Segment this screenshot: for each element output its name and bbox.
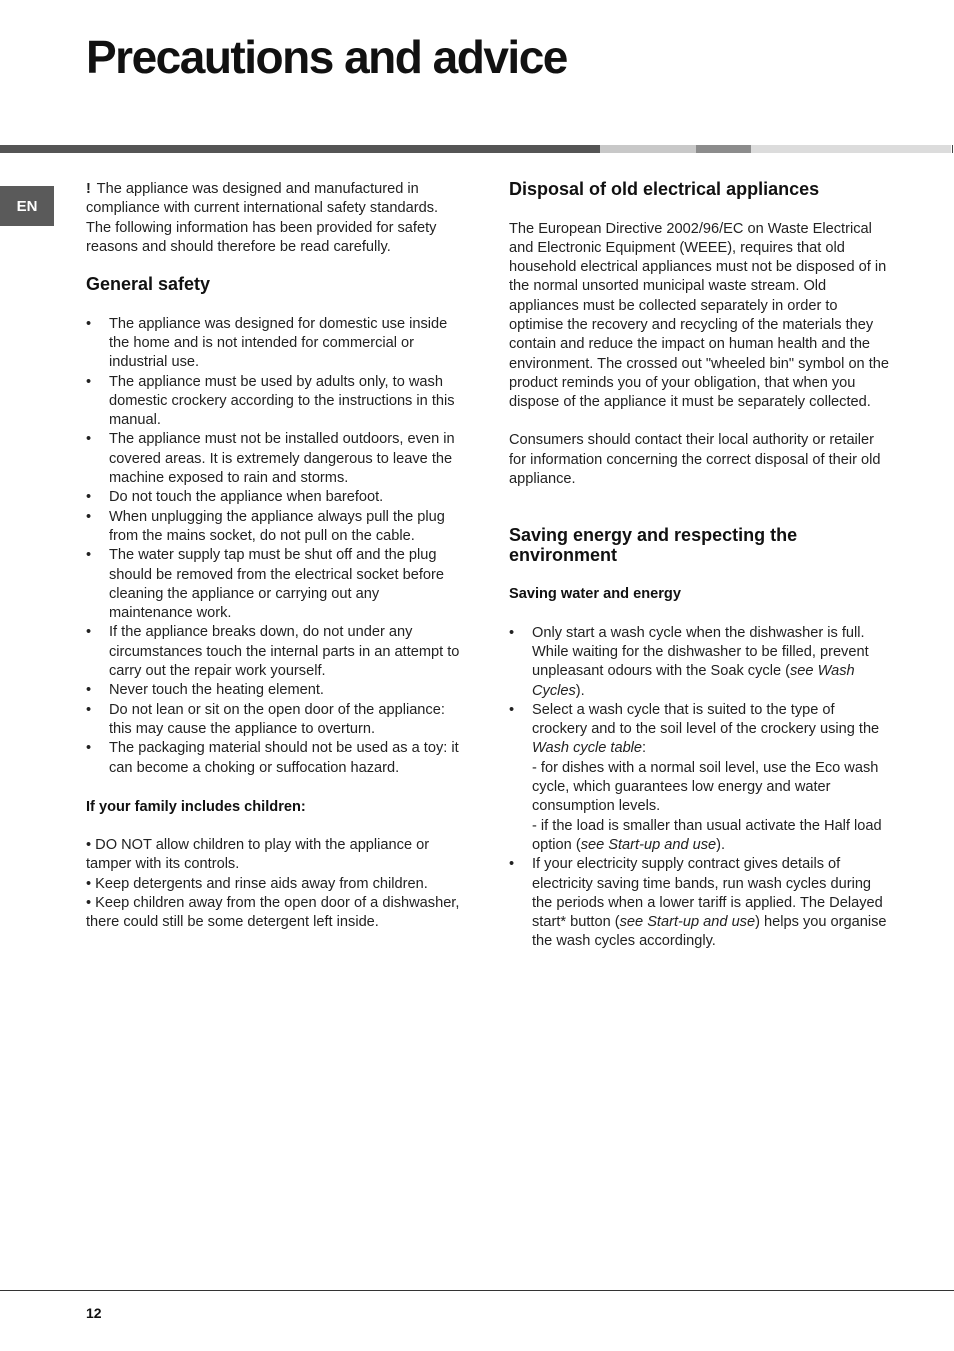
list-item: • Keep detergents and rinse aids away from children. [86,875,428,892]
list-item: • Do not touch the appliance when barefoot. [86,488,466,507]
list-item: • Do not lean or sit on the open door of the appliance: this may cause the appliance to overturn. [86,701,466,740]
children-heading: If your family includes children: [86,798,306,815]
list-item: • Never touch the heating element. [86,681,466,700]
language-tab: EN [0,186,54,226]
right-column [509,180,889,952]
children-list [86,836,466,932]
list-item: • Only start a wash cycle when the dishwasher is full. While waiting for the dishwasher to be filled, prevent unpleasant odours with the Soak cycle (see Wash Cycles). [509,624,889,701]
saving-subheading: Saving water and energy [509,586,681,603]
footer-rule [0,1290,954,1291]
left-column [86,180,466,933]
header-rule-dark [0,145,600,153]
saving-list [509,624,889,952]
header-rule-tick [952,145,953,153]
list-item: • If your electricity supply contract gives details of electricity saving time bands, run wash cycles during the periods when a lower tariff is applied. The Delayed start* button (see Start-up and use) helps you organise the wash cycles accordingly. [509,855,889,951]
saving-heading: Saving energy and respecting the environment [509,525,798,565]
header-rule-light [600,145,696,153]
list-item: • DO NOT allow children to play with the appliance or tamper with its controls. [86,837,430,873]
cross-reference: see Start-up and use [580,836,717,853]
list-subline: - if the load is smaller than usual activate the Half load option (see Start-up and use). [532,817,882,853]
list-item: • The appliance was designed for domestic use inside the home and is not intended for commercial or industrial use. [86,315,466,373]
list-item: • Keep children away from the open door of a dishwasher, there could still be some detergent left inside. [86,895,460,931]
header-rule-pale [751,145,951,153]
intro-paragraph [86,180,466,257]
list-item: • Select a wash cycle that is suited to the type of crockery and to the soil level of the crockery using the Wash cycle table: - for dishes with a normal soil level, use the Eco wash cycle, which guarantees low energy and water consumption levels. - if the load is smaller than usual activate the Half load option (see Start-up and use). [509,701,889,855]
cross-reference: see Start-up and use [619,914,756,931]
list-item: • When unplugging the appliance always pull the plug from the mains socket, do not pull on the cable. [86,508,466,547]
list-subline: - for dishes with a normal soil level, use the Eco wash cycle, which guarantees low energy and water consumption levels. [532,759,879,815]
list-item: • If the appliance breaks down, do not under any circumstances touch the internal parts in an attempt to carry out the repair work yourself. [86,623,466,681]
intro-text: The appliance was designed and manufactured in compliance with current international safety standards. The following information has been provided for safety reasons and should therefore be read carefully. [86,181,439,255]
cross-reference: see Wash Cycles [532,663,855,699]
list-item: • The packaging material should not be used as a toy: it can become a choking or suffocation hazard. [86,739,466,778]
header-rule-mid [696,145,751,153]
general-safety-heading: General safety [86,274,211,295]
cross-reference: Wash cycle table [532,740,643,757]
list-item: • The water supply tap must be shut off and the plug should be removed from the electrical socket before cleaning the appliance or carrying out any maintenance work. [86,546,466,623]
warning-mark: ! [86,181,91,197]
list-item: • The appliance must not be installed outdoors, even in covered areas. It is extremely dangerous to leave the machine exposed to rain and storms. [86,430,466,488]
disposal-heading: Disposal of old electrical appliances [509,179,820,199]
general-safety-list [86,315,466,778]
disposal-contact-paragraph: Consumers should contact their local authority or retailer for information concerning the correct disposal of their old appliance. [509,432,881,488]
list-item: • The appliance must be used by adults only, to wash domestic crockery according to the instructions in this manual. [86,373,466,431]
disposal-paragraph: The European Directive 2002/96/EC on Waste Electrical and Electronic Equipment (WEEE), requires that old household electrical appliances must not be disposed of in the normal unsorted municipal waste stream. Old appliances must be collected separately in order to optimise the recovery and recycling of the materials they contain and reduce the impact on human health and the environment. The crossed out "wheeled bin" symbol on the product reminds you of your obligation, that when you dispose of the appliance it must be separately collected. [509,220,890,411]
page-number: 12 [86,1305,102,1321]
page-title: Precautions and advice [86,31,567,83]
